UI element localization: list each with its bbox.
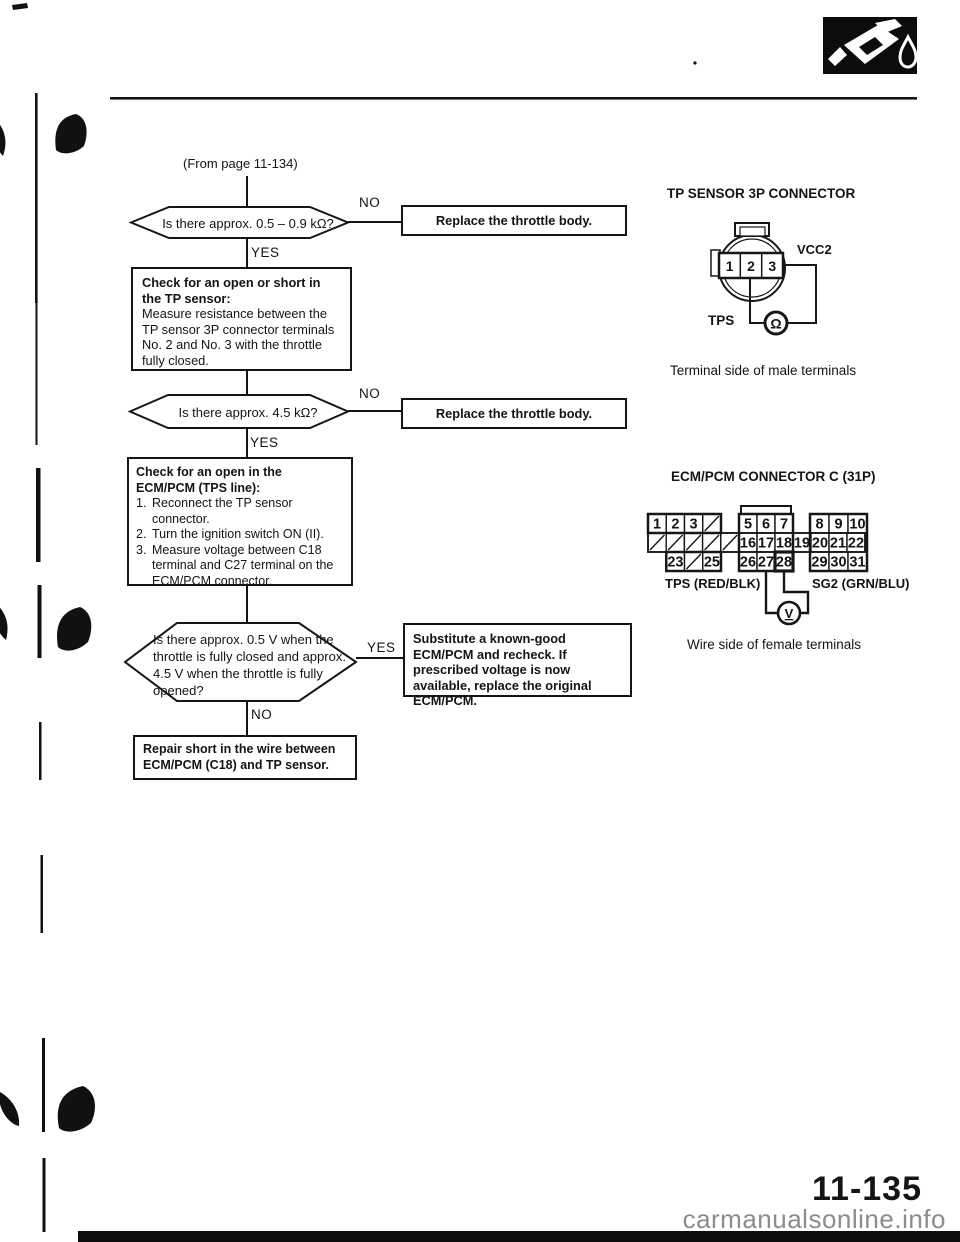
step-2-item (136, 527, 344, 543)
svg-text:26: 26 (739, 554, 757, 571)
decision-2-text: Is there approx. 4.5 kΩ? (178, 405, 318, 420)
step-1-body: Measure resistance between the TP sensor 3P connector terminals No. 2 and No. 3 with the throttle fully closed. (142, 306, 335, 368)
decision-3-text: Is there approx. 0.5 V when the throttle is fully closed and approx. 4.5 V when the throttle is fully opened? (153, 632, 346, 698)
no-label-1: NO (359, 195, 381, 210)
no-label-3: NO (251, 707, 273, 722)
tp-connector-title: TP SENSOR 3P CONNECTOR (667, 186, 856, 201)
yes-label-1: YES (251, 245, 280, 260)
step-2-item (136, 496, 344, 527)
svg-text:22: 22 (847, 535, 865, 552)
svg-text:30: 30 (830, 554, 847, 571)
top-rule (110, 97, 917, 100)
svg-text:16: 16 (739, 535, 757, 552)
voltmeter-symbol: V (784, 606, 794, 621)
svg-text:21: 21 (829, 535, 847, 552)
svg-text:2: 2 (671, 516, 680, 533)
ecm-connector-title: ECM/PCM CONNECTOR C (31P) (671, 469, 876, 484)
substitute-text: Substitute a known-good ECM/PCM and recheck. If prescribed voltage is now available, replace the original ECM/PCM. (413, 631, 592, 708)
scan-artifacts (0, 3, 697, 1232)
svg-text:10: 10 (849, 516, 866, 533)
action-box-replace-throttle-body-1: Replace the throttle body. (401, 205, 627, 236)
decision-1-text: Is there approx. 0.5 – 0.9 kΩ? (162, 216, 334, 231)
svg-text:6: 6 (761, 516, 771, 533)
yes-label-3: YES (367, 640, 396, 655)
svg-text:17: 17 (757, 535, 775, 552)
svg-text:5: 5 (743, 516, 753, 533)
svg-text:19: 19 (793, 535, 811, 552)
svg-text:28: 28 (775, 554, 793, 571)
svg-text:20: 20 (811, 535, 829, 552)
step-2-item (136, 543, 344, 590)
tp-terminal-number: 3 (768, 258, 777, 274)
page-number: 11-135 (812, 1170, 922, 1208)
tp-terminal-number: 2 (747, 258, 755, 274)
svg-text:29: 29 (811, 554, 828, 571)
step-2-title: Check for an open in the ECM/PCM (TPS line): (136, 465, 282, 495)
tps-wire-label: TPS (RED/BLK) (665, 576, 761, 591)
svg-text:8: 8 (815, 516, 824, 533)
list-text: Turn the ignition switch ON (II). (152, 527, 324, 541)
svg-text:18: 18 (775, 535, 793, 552)
from-page-reference: (From page 11-134) (183, 156, 298, 171)
svg-text:3: 3 (689, 516, 698, 533)
svg-text:9: 9 (834, 516, 843, 533)
fuel-nozzle-icon (823, 17, 917, 74)
tp-terminal-number: 1 (725, 258, 734, 274)
vcc2-label: VCC2 (797, 242, 832, 257)
list-text: Reconnect the TP sensor connector. (152, 496, 293, 526)
svg-text:1: 1 (652, 516, 662, 533)
repair-text: Repair short in the wire between ECM/PCM (C18) and TP sensor. (143, 742, 336, 772)
ecm-connector-caption: Wire side of female terminals (687, 637, 862, 652)
action-box-substitute-ecm-pcm (403, 623, 632, 708)
ecm-connector-diagram (648, 506, 867, 624)
svg-text:27: 27 (757, 554, 775, 571)
sg2-wire-label: SG2 (GRN/BLU) (812, 576, 910, 591)
step-1-title: Check for an open or short in the TP sensor: (142, 275, 321, 306)
list-number: 1. (136, 496, 147, 510)
no-label-2: NO (359, 386, 381, 401)
list-number: 3. (136, 542, 147, 557)
svg-text:31: 31 (849, 554, 866, 571)
step-box-check-tp-sensor (131, 267, 352, 371)
svg-text:25: 25 (703, 554, 720, 571)
svg-text:23: 23 (667, 554, 684, 571)
yes-label-2: YES (250, 435, 279, 450)
tps-label: TPS (708, 313, 735, 328)
tp-connector-caption: Terminal side of male terminals (670, 363, 857, 378)
list-number: 2. (136, 527, 147, 541)
ohmmeter-symbol: Ω (770, 315, 782, 332)
action-box-replace-throttle-body-2: Replace the throttle body. (401, 398, 627, 429)
step-box-check-ecm-pcm (127, 457, 353, 586)
list-text: Measure voltage between C18 terminal and C27 terminal on the ECM/PCM connector. (152, 542, 334, 588)
watermark: carmanualsonline.info (682, 1204, 946, 1234)
svg-text:7: 7 (779, 516, 789, 533)
action-box-repair-short (133, 735, 357, 780)
